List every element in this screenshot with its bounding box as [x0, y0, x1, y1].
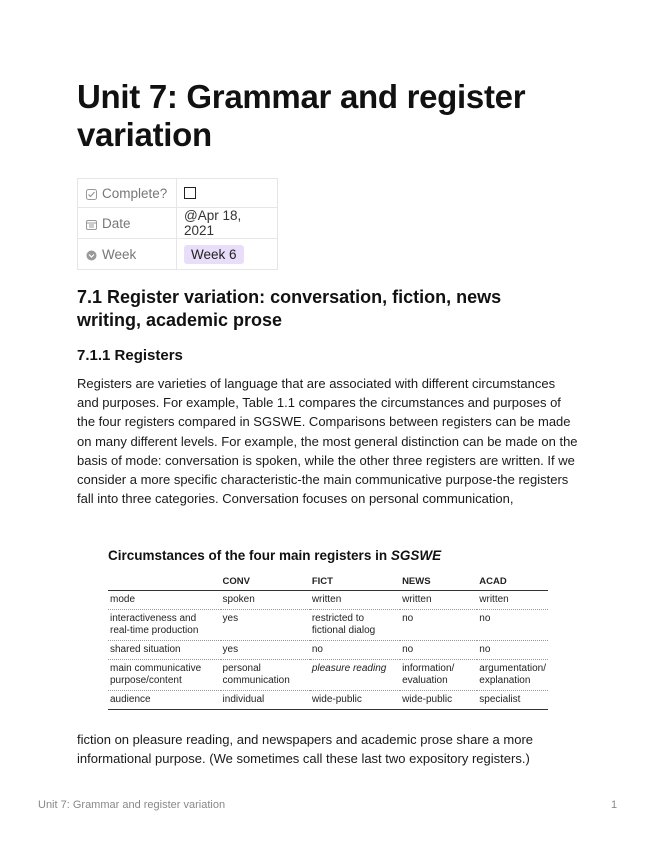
page-title: Unit 7: Grammar and register variation: [77, 78, 526, 153]
table-cell: wide-public: [310, 691, 400, 710]
table-cell: yes: [221, 610, 310, 641]
table-cell: personal communication: [221, 660, 310, 691]
section-heading: 7.1 Register variation: conversation, fiction, news writing, academic prose: [77, 287, 502, 330]
table-cell: wide-public: [400, 691, 477, 710]
table-cell: spoken: [221, 591, 310, 610]
column-header: ACAD: [477, 573, 548, 591]
property-value-week[interactable]: [177, 239, 278, 270]
table-cell: no: [400, 641, 477, 660]
property-label-week: [78, 239, 177, 270]
table-cell: main communicative purpose/content: [108, 660, 221, 691]
table-cell: shared situation: [108, 641, 221, 660]
column-header: [108, 573, 221, 591]
table-cell: written: [477, 591, 548, 610]
column-header: FICT: [310, 573, 400, 591]
property-row-date: [78, 208, 278, 239]
paragraph: Registers are varieties of language that are associated with different circumstances and purposes. For example, Table 1.1 compares the circumstances and purposes of the four registers compared in SGSWE. Comparisons between registers can be made on many different levels. For example, the most general distinction can be made on the basis of mode: conversation is spoken, while the other three registers are written. If we consider a more specific characteristic-the main communicative purpose-the registers fall into three categories. Conversation focuses on personal communication,: [77, 376, 578, 507]
table-cell: information/ evaluation: [400, 660, 477, 691]
complete-label: Complete?: [102, 185, 168, 201]
property-value-complete[interactable]: [177, 179, 278, 208]
register-table-header: [108, 573, 548, 591]
paragraph: fiction on pleasure reading, and newspapers and academic prose share a more informational purpose. (We sometimes call these last two expository registers.): [77, 732, 533, 767]
property-label-complete: [78, 179, 177, 208]
table-cell: yes: [221, 641, 310, 660]
footer-title: Unit 7: Grammar and register variation: [38, 799, 226, 811]
table-cell: mode: [108, 591, 221, 610]
property-row-week: [78, 239, 278, 270]
table-row: [108, 610, 548, 641]
page-number: 1: [611, 799, 618, 811]
figure-title-prefix: Circumstances of the four main registers in: [108, 548, 391, 563]
table-row: [108, 641, 548, 660]
column-header: CONV: [221, 573, 310, 591]
table-cell: no: [477, 641, 548, 660]
table-cell: specialist: [477, 691, 548, 710]
table-cell: interactiveness and real-time production: [108, 610, 221, 641]
figure-title: [108, 545, 548, 567]
table-row: [108, 691, 548, 710]
table-row: [108, 660, 548, 691]
figure-title-emphasis: SGSWE: [390, 548, 442, 563]
week-tag[interactable]: Week 6: [184, 245, 244, 264]
table-cell: written: [310, 591, 400, 610]
register-table: [108, 573, 548, 710]
subsection-heading: 7.1.1 Registers: [77, 347, 183, 364]
table-cell: no: [477, 610, 548, 641]
date-value[interactable]: @Apr 18, 2021: [177, 208, 278, 239]
table-cell: written: [400, 591, 477, 610]
table-cell: individual: [221, 691, 310, 710]
select-property-icon: [85, 250, 98, 261]
table-cell: pleasure reading: [310, 660, 400, 691]
table-cell: no: [310, 641, 400, 660]
table-cell: argumentation/ explanation: [477, 660, 548, 691]
table-cell: restricted to fictional dialog: [310, 610, 400, 641]
checkbox-property-icon: [85, 189, 98, 200]
date-label: Date: [102, 215, 131, 231]
calendar-icon: [85, 219, 98, 230]
table-row: [108, 591, 548, 610]
table-cell: no: [400, 610, 477, 641]
property-label-date: [78, 208, 177, 239]
properties-table: [77, 178, 278, 270]
table-cell: audience: [108, 691, 221, 710]
complete-checkbox[interactable]: [184, 187, 196, 199]
property-row-complete: [78, 179, 278, 208]
week-label: Week: [102, 246, 137, 262]
column-header: NEWS: [400, 573, 477, 591]
register-table-figure: [108, 545, 548, 707]
